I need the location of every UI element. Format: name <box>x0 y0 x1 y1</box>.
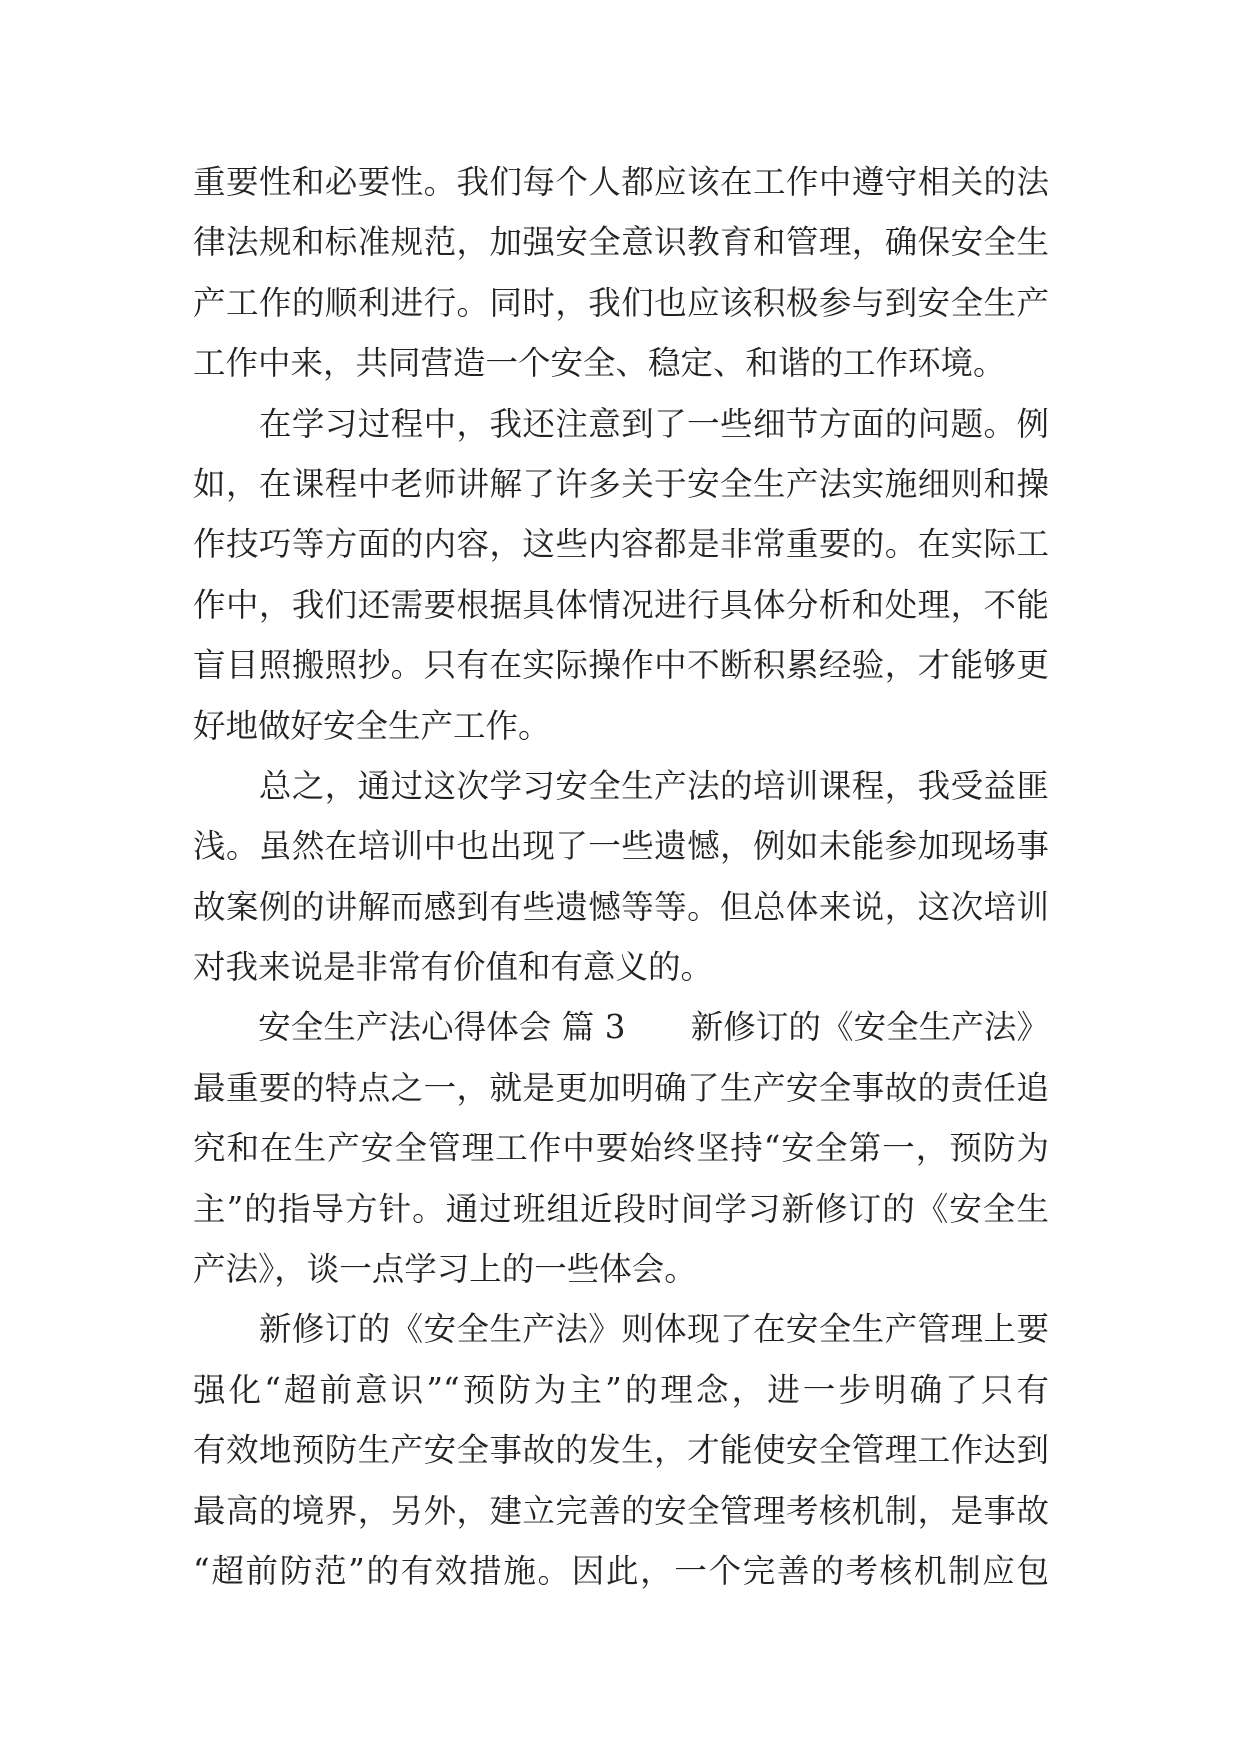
text-line: 强化“超前意识”“预防为主”的理念，进一步明确了只有 <box>193 1370 1049 1409</box>
text-line: 律法规和标准规范，加强安全意识教育和管理，确保安全生 <box>193 223 1049 262</box>
text-line: 究和在生产安全管理工作中要始终坚持“安全第一，预防为 <box>193 1129 1049 1168</box>
text-line: 作中，我们还需要根据具体情况进行具体分析和处理，不能 <box>193 585 1049 624</box>
text-line: “超前防范”的有效措施。因此，一个完善的考核机制应包 <box>193 1551 1049 1590</box>
text-line: 新修订的《安全生产法》则体现了在安全生产管理上要 <box>193 1310 1049 1349</box>
text-line: 主”的指导方针。通过班组近段时间学习新修订的《安全生 <box>193 1189 1049 1228</box>
text-line: 重要性和必要性。我们每个人都应该在工作中遵守相关的法 <box>193 163 1049 201</box>
text-line: 最重要的特点之一，就是更加明确了生产安全事故的责任追 <box>193 1068 1049 1107</box>
text-line: 有效地预防生产安全事故的发生，才能使安全管理工作达到 <box>193 1431 1049 1470</box>
text-line: 总之，通过这次学习安全生产法的培训课程，我受益匪 <box>193 766 1049 805</box>
document-body <box>193 152 1049 1601</box>
text-line: 好地做好安全生产工作。 <box>193 706 551 745</box>
text-line: 盲目照搬照抄。只有在实际操作中不断积累经验，才能够更 <box>193 646 1049 685</box>
text-line: 如，在课程中老师讲解了许多关于安全生产法实施细则和操 <box>193 464 1049 503</box>
text-line: 产法》，谈一点学习上的一些体会。 <box>193 1250 697 1289</box>
text-line: 作技巧等方面的内容，这些内容都是非常重要的。在实际工 <box>193 525 1049 564</box>
text-line: 浅。虽然在培训中也出现了一些遗憾，例如未能参加现场事 <box>193 827 1049 866</box>
text-line: 最高的境界，另外，建立完善的安全管理考核机制，是事故 <box>193 1491 1049 1530</box>
text-line: 产工作的顺利进行。同时，我们也应该积极参与到安全生产 <box>193 283 1049 322</box>
text-line: 工作中来，共同营造一个安全、稳定、和谐的工作环境。 <box>193 344 1006 383</box>
text-line: 对我来说是非常有价值和有意义的。 <box>193 948 714 987</box>
section-heading-line: 安全生产法心得体会 篇 3 新修订的《安全生产法》 <box>193 1008 1049 1047</box>
text-line: 在学习过程中，我还注意到了一些细节方面的问题。例 <box>193 404 1049 443</box>
text-line: 故案例的讲解而感到有些遗憾等等。但总体来说，这次培训 <box>193 887 1049 926</box>
